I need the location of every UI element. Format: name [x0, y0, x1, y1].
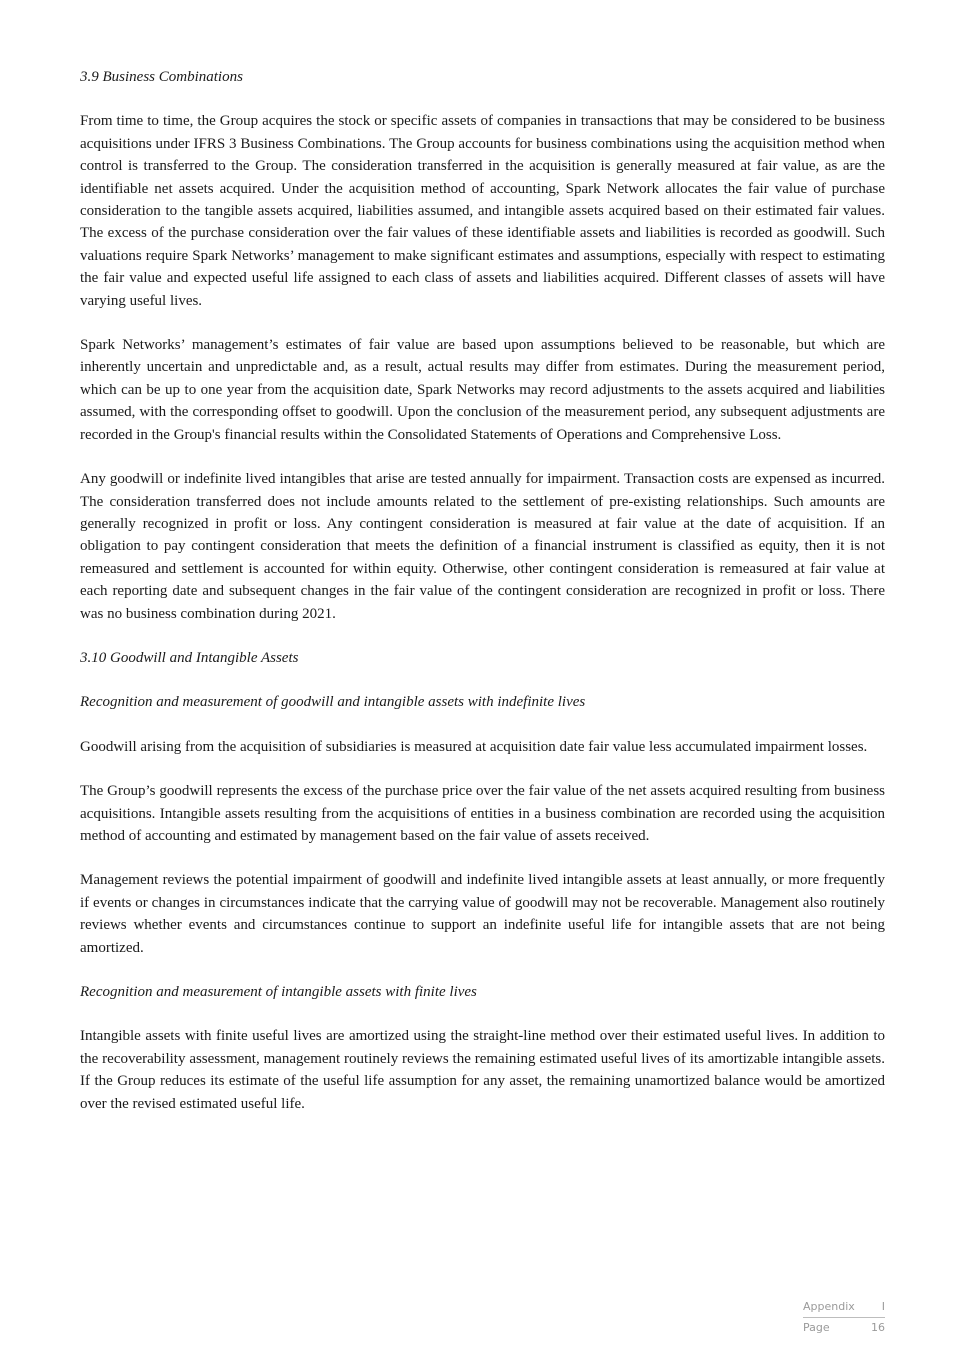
footer-page-label: Page [803, 1321, 830, 1334]
paragraph: Any goodwill or indefinite lived intangibles that arise are tested annually for impairment. Transaction costs are expensed as incurred. The consideration transferred does not include amounts related to the settlement of pre-existing relationships. Such amounts are generally recognized in profit or loss. Any contingent consideration is measured at fair value at the date of acquisition. If an obligation to pay contingent consideration that meets the definition of a financial instrument is classified as equity, then it is not remeasured and settlement is accounted for within equity. Otherwise, other contingent consideration is remeasured at fair value at each reporting date and subsequent changes in the fair value of the contingent consideration are recognized in profit or loss. There was no business combination during 2021. [80, 471, 885, 622]
subheading-indefinite-lives: Recognition and measurement of goodwill and intangible assets with indefinite lives [80, 694, 586, 711]
footer-appendix-value: I [881, 1300, 885, 1313]
page-footer [803, 1297, 885, 1338]
paragraph: Management reviews the potential impairment of goodwill and indefinite lived intangible assets at least annually, or more frequently if events or changes in circumstances indicate that the carrying value of goodwill may not be recoverable. Management also routinely reviews whether events and circumstances continue to support an indefinite useful life for intangible assets that are not being amortized. [80, 872, 885, 956]
section-heading-goodwill-intangible: 3.10 Goodwill and Intangible Assets [80, 649, 299, 666]
subheading-finite-lives: Recognition and measurement of intangible assets with finite lives [80, 984, 477, 1000]
footer-appendix-label: Appendix [803, 1300, 855, 1313]
footer-appendix-row [803, 1297, 885, 1318]
footer-page-number: 16 [871, 1321, 885, 1334]
section-heading-business-combinations: 3.9 Business Combinations [80, 69, 243, 85]
paragraph: From time to time, the Group acquires the stock or specific assets of companies in transactions that may be considered to be business acquisitions under IFRS 3 Business Combinations. The Group accounts for business combinations using the acquisition method when control is transferred to the Group. The consideration transferred in the acquisition is generally measured at fair value, as are the identifiable net assets acquired. Under the acquisition method of accounting, Spark Network allocates the fair value of purchase consideration to the tangible assets acquired, liabilities assumed, and intangible assets acquired based on their estimated fair values. The excess of the purchase consideration over the fair values of these identifiable assets and liabilities is recorded as goodwill. Such valuations require Spark Networks’ management to make significant estimates and assumptions, especially with respect to estimating the fair value and expected useful life assigned to each class of assets and liabilities acquired. Different classes of assets will have varying useful lives. [80, 113, 885, 309]
footer-page-row [803, 1318, 885, 1338]
paragraph: The Group’s goodwill represents the excess of the purchase price over the fair value of the net assets acquired resulting from business acquisitions. Intangible assets resulting from the acquisitions of entities in a business combination are recorded using the acquisition method of accounting and estimated by management based on the fair value of assets received. [80, 783, 885, 844]
paragraph: Spark Networks’ management’s estimates of fair value are based upon assumptions believed to be reasonable, but which are inherently uncertain and unpredictable and, as a result, actual results may differ from estimates. During the measurement period, which can be up to one year from the acquisition date, Spark Networks may record adjustments to the assets acquired and liabilities assumed, with the corresponding offset to goodwill. Upon the conclusion of the measurement period, any subsequent adjustments are recorded in the Group's financial results within the Consolidated Statements of Operations and Comprehensive Loss. [80, 337, 885, 443]
paragraph: Goodwill arising from the acquisition of subsidiaries is measured at acquisition date fair value less accumulated impairment losses. [80, 738, 868, 755]
document-body [80, 66, 885, 1137]
paragraph: Intangible assets with finite useful lives are amortized using the straight-line method over their estimated useful lives. In addition to the recoverability assessment, management routinely reviews the remaining estimated useful lives of its amortizable intangible assets. If the Group reduces its estimate of the useful life assumption for any asset, the remaining unamortized balance would be amortized over the revised estimated useful life. [80, 1028, 885, 1112]
